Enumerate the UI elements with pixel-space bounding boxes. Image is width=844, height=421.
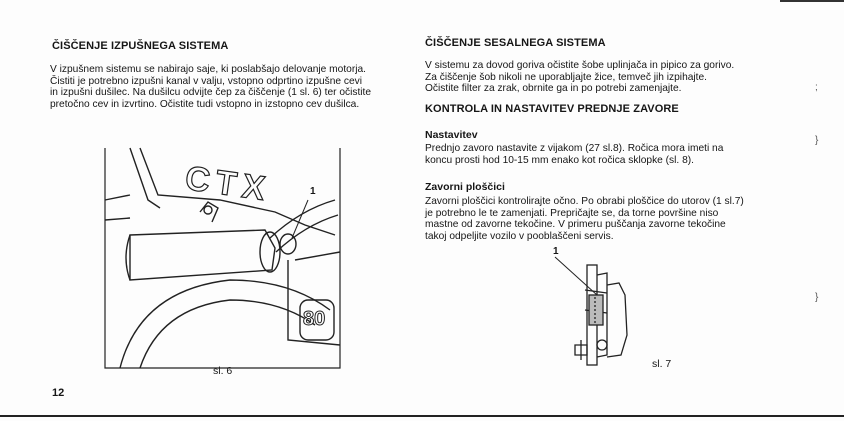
paragraph-line: Zavorni ploščici kontrolirajte očno. Po obrabi ploščice do utorov (1 sl.7) [425,196,744,207]
figure6-caption: sl. 6 [213,365,233,377]
paragraph-line: koncu prosti hod 10-15 mm enako kot ročica sklopke (sl. 8). [425,154,694,166]
paragraph-line: Očistite filter za zrak, obrnite ga in po potrebi zamenjajte. [425,83,682,95]
scan-edge-mark: ; [815,82,818,93]
paragraph-line: Za čiščenje šob nikoli ne uporabljajte žice, temveč jih izpihajte. [425,71,707,83]
figure7-caption: sl. 7 [652,358,672,370]
exhaust-cleaning-heading: ČIŠČENJE IZPUŠNEGA SISTEMA [52,40,229,52]
scan-edge-mark: } [815,135,819,146]
intake-cleaning-heading: ČIŠČENJE SESALNEGA SISTEMA [425,37,606,49]
paragraph-line: Prednjo zavoro nastavite z vijakom (27 sl.8). Ročica mora imeti na [425,143,724,154]
adjustment-subheading: Nastavitev [425,129,478,141]
paragraph-line: V izpušnem sistemu se nabirajo saje, ki poslabšajo delovanje motorja. [50,64,366,75]
scan-edge-mark: } [815,292,819,303]
adjustment-paragraph [425,143,723,166]
model-80-badge: 80 [303,308,326,330]
figure7-callout-1: 1 [553,246,559,257]
paragraph-line: je potrebno le te zamenjati. Prepričajte se, da torne površine niso [425,207,719,219]
exhaust-cleaning-paragraph [50,64,371,110]
ctx-brand-decal: CTX [182,159,274,209]
scan-edge-bottom [0,415,844,417]
paragraph-line: V sistemu za dovod goriva očistite šobe uplinjača in pipico za gorivo. [425,60,735,71]
paragraph-line: takoj odpeljite vozilo v pooblaščeni servis. [425,230,614,242]
paragraph-line: Čistiti je potrebno izpušni kanal v valju, vstopno odprtino izpušne cevi [50,75,363,87]
brake-pads-subheading: Zavorni ploščici [425,181,505,193]
paragraph-line: in izpušni dušilec. Na dušilcu odvijte čep za čiščenje (1 sl. 6) ter očistite [50,87,372,99]
scan-edge-top [780,0,844,2]
front-brake-heading: KONTROLA IN NASTAVITEV PREDNJE ZAVORE [425,103,679,115]
paragraph-line: mastne od zavorne tekočine. V primeru puščanja zavorne tekočine [425,219,726,231]
brake-pads-paragraph [425,196,744,242]
paragraph-line: pretočno cev in izvrtino. Očistite tudi vstopno in izstopno cev dušilca. [50,98,360,110]
figure6-callout-1: 1 [310,186,316,197]
page-number: 12 [52,387,65,399]
intake-cleaning-paragraph [425,60,734,95]
brake-pad-illustration [545,255,645,375]
